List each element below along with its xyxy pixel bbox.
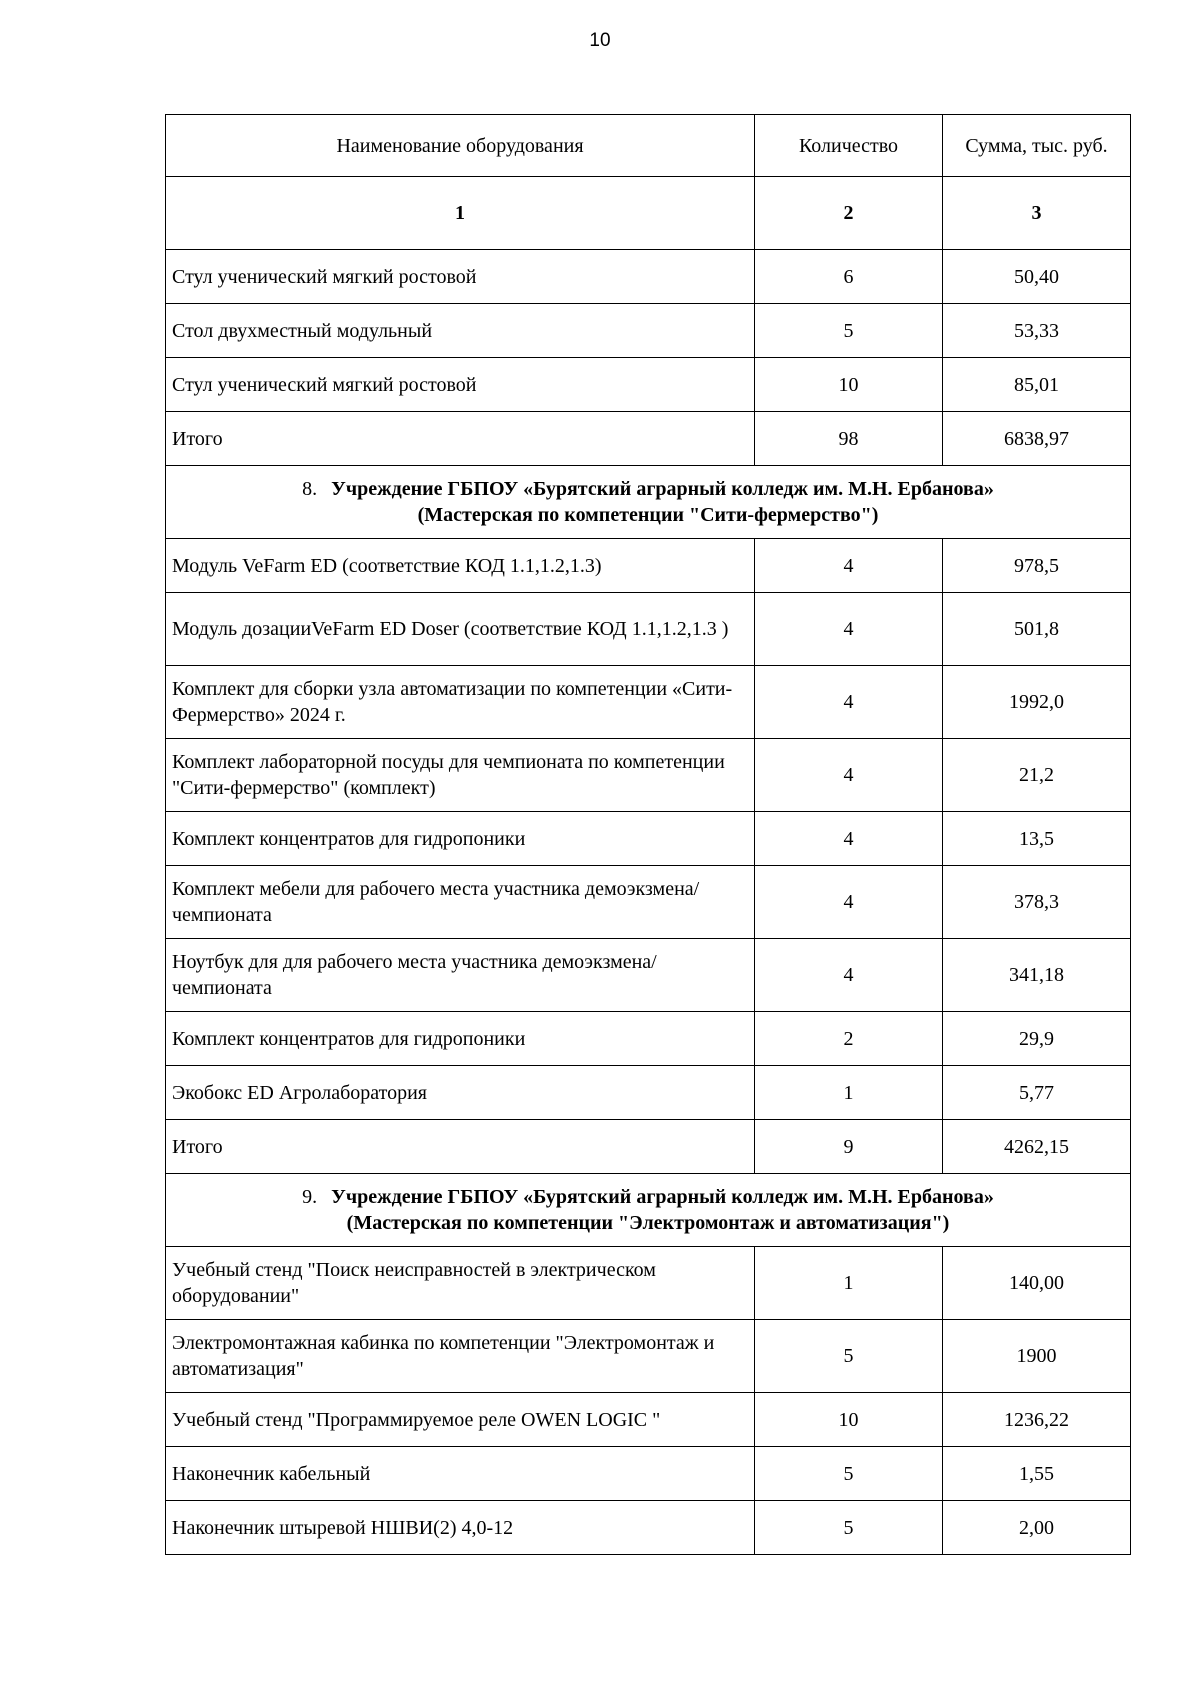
item-quantity-cell: 4	[755, 739, 943, 812]
item-name-cell: Стул ученический мягкий ростовой	[166, 358, 755, 412]
item-sum-cell: 5,77	[943, 1066, 1131, 1120]
table-row	[166, 1066, 1131, 1120]
section-number: 8.	[302, 478, 318, 500]
item-quantity-cell: 5	[755, 1501, 943, 1555]
table-row	[166, 1501, 1131, 1555]
item-name-cell: Комплект концентратов для гидропоники	[166, 812, 755, 866]
page-number: 10	[589, 30, 611, 51]
table-row	[166, 739, 1131, 812]
column-number-2: 2	[755, 177, 943, 250]
item-quantity-cell: 4	[755, 539, 943, 593]
item-quantity-cell: 1	[755, 1247, 943, 1320]
header-sum: Сумма, тыс. руб.	[943, 115, 1131, 177]
table-row	[166, 539, 1131, 593]
item-quantity-cell: 5	[755, 1320, 943, 1393]
section-header-row	[166, 1174, 1131, 1247]
section-workshop: (Мастерская по компетенции "Электромонтаж и автоматизация")	[346, 1212, 950, 1234]
item-sum-cell: 378,3	[943, 866, 1131, 939]
item-sum-cell: 53,33	[943, 304, 1131, 358]
item-quantity-cell: 1	[755, 1066, 943, 1120]
table-row	[166, 939, 1131, 1012]
column-number-1: 1	[166, 177, 755, 250]
item-name-cell: Комплект лабораторной посуды для чемпионата по компетенции "Сити-фермерство" (комплект)	[166, 739, 755, 812]
item-name-cell: Наконечник кабельный	[166, 1447, 755, 1501]
item-name-cell: Наконечник штыревой НШВИ(2) 4,0-12	[166, 1501, 755, 1555]
item-name-cell: Итого	[166, 412, 755, 466]
item-sum-cell: 21,2	[943, 739, 1131, 812]
section-number: 9.	[302, 1186, 318, 1208]
item-sum-cell: 501,8	[943, 593, 1131, 666]
item-sum-cell: 1,55	[943, 1447, 1131, 1501]
item-name-cell: Электромонтажная кабинка по компетенции "Электромонтаж и автоматизация"	[166, 1320, 755, 1393]
item-name-cell: Комплект мебели для рабочего места участника демоэкзмена/чемпионата	[166, 866, 755, 939]
item-sum-cell: 4262,15	[943, 1120, 1131, 1174]
item-quantity-cell: 10	[755, 358, 943, 412]
column-number-3: 3	[943, 177, 1131, 250]
table-row	[166, 1393, 1131, 1447]
table-row	[166, 866, 1131, 939]
item-quantity-cell: 5	[755, 304, 943, 358]
section-title-line1	[172, 1184, 1124, 1210]
equipment-table	[165, 114, 1131, 1555]
item-quantity-cell: 4	[755, 666, 943, 739]
item-sum-cell: 6838,97	[943, 412, 1131, 466]
item-name-cell: Итого	[166, 1120, 755, 1174]
item-quantity-cell: 4	[755, 812, 943, 866]
section-institution: Учреждение ГБПОУ «Бурятский аграрный колледж им. М.Н. Ербанова»	[331, 478, 994, 500]
item-sum-cell: 140,00	[943, 1247, 1131, 1320]
item-name-cell: Комплект концентратов для гидропоники	[166, 1012, 755, 1066]
table-body	[166, 250, 1131, 1555]
item-sum-cell: 50,40	[943, 250, 1131, 304]
section-title-line1	[172, 476, 1124, 502]
item-sum-cell: 13,5	[943, 812, 1131, 866]
item-quantity-cell: 6	[755, 250, 943, 304]
item-sum-cell: 1900	[943, 1320, 1131, 1393]
item-name-cell: Учебный стенд "Программируемое реле OWEN LOGIC "	[166, 1393, 755, 1447]
item-name-cell: Учебный стенд "Поиск неисправностей в электрическом оборудовании"	[166, 1247, 755, 1320]
total-row	[166, 412, 1131, 466]
item-sum-cell: 85,01	[943, 358, 1131, 412]
item-quantity-cell: 9	[755, 1120, 943, 1174]
table-row	[166, 1320, 1131, 1393]
item-sum-cell: 29,9	[943, 1012, 1131, 1066]
item-quantity-cell: 4	[755, 866, 943, 939]
table-row	[166, 358, 1131, 412]
total-row	[166, 1120, 1131, 1174]
section-header-row	[166, 466, 1131, 539]
item-quantity-cell: 98	[755, 412, 943, 466]
item-name-cell: Комплект для сборки узла автоматизации по компетенции «Сити- Фермерство» 2024 г.	[166, 666, 755, 739]
table-row	[166, 1247, 1131, 1320]
item-name-cell: Стол двухместный модульный	[166, 304, 755, 358]
item-sum-cell: 341,18	[943, 939, 1131, 1012]
item-name-cell: Экобокс ED Агролаборатория	[166, 1066, 755, 1120]
item-name-cell: Модуль VeFarm ED (соответствие КОД 1.1,1.2,1.3)	[166, 539, 755, 593]
item-quantity-cell: 2	[755, 1012, 943, 1066]
item-quantity-cell: 4	[755, 939, 943, 1012]
item-quantity-cell: 10	[755, 1393, 943, 1447]
column-number-row	[166, 177, 1131, 250]
section-institution: Учреждение ГБПОУ «Бурятский аграрный колледж им. М.Н. Ербанова»	[331, 1186, 994, 1208]
table-row	[166, 1447, 1131, 1501]
table-row	[166, 812, 1131, 866]
table-header-row	[166, 115, 1131, 177]
item-sum-cell: 2,00	[943, 1501, 1131, 1555]
item-quantity-cell: 5	[755, 1447, 943, 1501]
item-name-cell: Ноутбук для для рабочего места участника демоэкзмена/чемпионата	[166, 939, 755, 1012]
table-row	[166, 304, 1131, 358]
header-equipment-name: Наименование оборудования	[166, 115, 755, 177]
header-quantity: Количество	[755, 115, 943, 177]
section-workshop: (Мастерская по компетенции "Сити-фермерство")	[417, 504, 879, 526]
section-title	[166, 1174, 1131, 1247]
table-row	[166, 250, 1131, 304]
item-name-cell: Модуль дозацииVeFarm ED Doser (соответствие КОД 1.1,1.2,1.3 )	[166, 593, 755, 666]
item-sum-cell: 1992,0	[943, 666, 1131, 739]
table-row	[166, 593, 1131, 666]
item-name-cell: Стул ученический мягкий ростовой	[166, 250, 755, 304]
section-title	[166, 466, 1131, 539]
table-row	[166, 1012, 1131, 1066]
item-sum-cell: 978,5	[943, 539, 1131, 593]
item-sum-cell: 1236,22	[943, 1393, 1131, 1447]
table-row	[166, 666, 1131, 739]
item-quantity-cell: 4	[755, 593, 943, 666]
